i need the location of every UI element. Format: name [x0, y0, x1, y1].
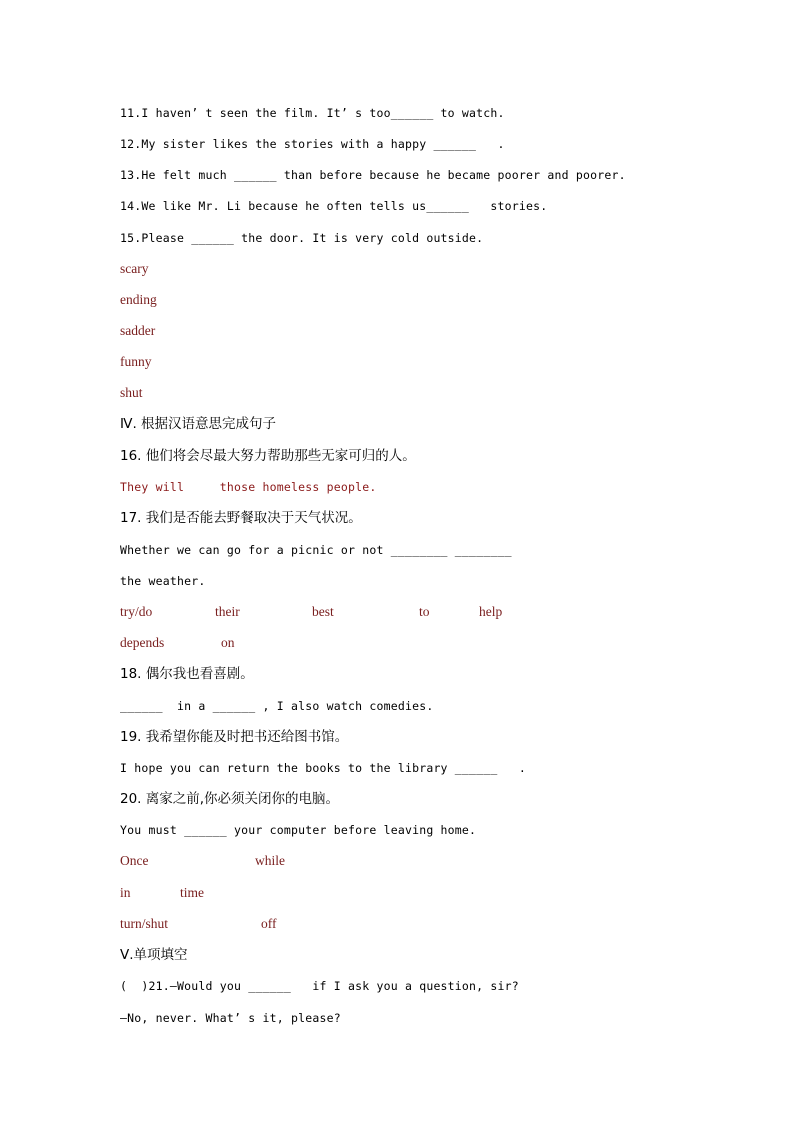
answer-20-word: off: [261, 916, 277, 931]
question-18-sentence: ______ in a ______ , I also watch comedies.: [120, 699, 434, 713]
answer-17-word: depends: [120, 635, 165, 650]
question-13: 13.He felt much ______ than before because he became poorer and poorer.: [120, 168, 626, 182]
question-14: 14.We like Mr. Li because he often tells us______ stories.: [120, 199, 548, 213]
question-20-sentence: You must ______ your computer before leaving home.: [120, 823, 477, 837]
answer-17-word: best: [312, 604, 334, 619]
answer-17-word: to: [419, 604, 430, 619]
question-19-prompt: 19. 我希望你能及时把书还给图书馆。: [120, 729, 349, 745]
question-16-sentence: They will those homeless people.: [120, 480, 377, 494]
answer-19-word: in: [120, 885, 131, 900]
answer-18-word: while: [255, 853, 285, 868]
question-11: 11.I haven’ t seen the film. It’ s too______ to watch.: [120, 106, 505, 120]
section-4-heading: Ⅳ. 根据汉语意思完成句子: [120, 416, 277, 432]
answer-12: ending: [120, 292, 157, 307]
question-17-sentence-line2: the weather.: [120, 574, 206, 588]
question-21-prompt: ( )21.—Would you ______ if I ask you a question, sir?: [120, 979, 519, 993]
answer-17-word: help: [479, 604, 503, 619]
question-15: 15.Please ______ the door. It is very cold outside.: [120, 231, 484, 245]
question-17-sentence-line1: Whether we can go for a picnic or not ________ ________: [120, 543, 512, 557]
answer-19-word: time: [180, 885, 204, 900]
answer-18-word: Once: [120, 853, 149, 868]
question-17-prompt: 17. 我们是否能去野餐取决于天气状况。: [120, 510, 362, 526]
section-5-heading: Ⅴ.单项填空: [120, 947, 188, 963]
question-21-reply: —No, never. What’ s it, please?: [120, 1011, 341, 1025]
answer-17-word: on: [221, 635, 235, 650]
question-20-prompt: 20. 离家之前,你必须关闭你的电脑。: [120, 791, 340, 807]
question-12: 12.My sister likes the stories with a happy ______ .: [120, 137, 505, 151]
answer-13: sadder: [120, 323, 156, 338]
question-18-prompt: 18. 偶尔我也看喜剧。: [120, 666, 254, 682]
answer-15: shut: [120, 385, 143, 400]
answer-17-word: their: [215, 604, 240, 619]
answer-11: scary: [120, 261, 149, 276]
question-16-prompt: 16. 他们将会尽最大努力帮助那些无家可归的人。: [120, 448, 416, 464]
question-19-sentence: I hope you can return the books to the library ______ .: [120, 761, 527, 775]
answer-14: funny: [120, 354, 152, 369]
answer-17-word: try/do: [120, 604, 153, 619]
answer-20-word: turn/shut: [120, 916, 169, 931]
